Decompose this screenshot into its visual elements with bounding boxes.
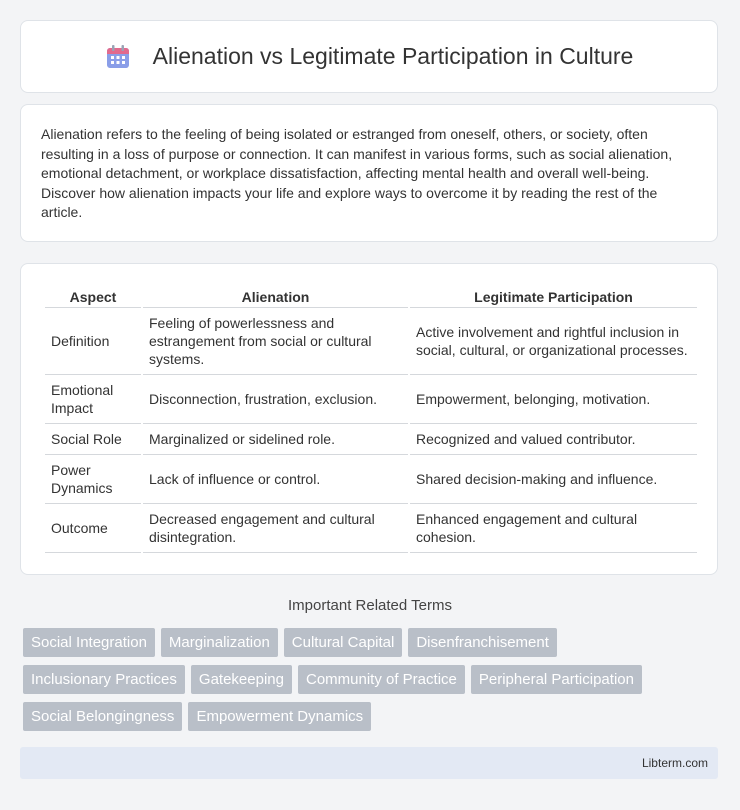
cell-legitimate: Enhanced engagement and cultural cohesion.	[410, 504, 697, 553]
page-title	[105, 43, 634, 70]
footer	[20, 747, 718, 779]
cell-alienation: Marginalized or sidelined role.	[143, 424, 408, 455]
footer-site-link[interactable]: Libterm.com	[641, 756, 708, 770]
intro-card	[20, 104, 718, 242]
cell-alienation: Decreased engagement and cultural disintegration.	[143, 504, 408, 553]
table-row	[45, 424, 697, 455]
calendar-icon	[105, 44, 131, 70]
comparison-table	[43, 282, 699, 553]
related-term-tag[interactable]: Cultural Capital	[284, 628, 403, 657]
cell-aspect: Emotional Impact	[45, 375, 141, 424]
cell-legitimate: Shared decision-making and influence.	[410, 455, 697, 504]
cell-legitimate: Empowerment, belonging, motivation.	[410, 375, 697, 424]
table-row	[45, 455, 697, 504]
table-row	[45, 504, 697, 553]
table-header-row	[45, 282, 697, 308]
intro-text: Alienation refers to the feeling of being isolated or estranged from oneself, others, or society, often resulting in a loss of purpose or connection. It can manifest in various forms, such as social alienation, emotional detachment, or workplace dissatisfaction, affecting mental health and overall well-being. Discover how alienation impacts your life and explore ways to overcome it by reading the rest of the article.	[41, 126, 673, 220]
cell-alienation: Lack of influence or control.	[143, 455, 408, 504]
cell-aspect: Definition	[45, 308, 141, 375]
cell-legitimate: Active involvement and rightful inclusion in social, cultural, or organizational processes.	[410, 308, 697, 375]
header-aspect: Aspect	[45, 282, 141, 308]
header-alienation: Alienation	[143, 282, 408, 308]
related-term-tag[interactable]: Community of Practice	[298, 665, 465, 694]
related-terms-list	[23, 628, 723, 731]
cell-aspect: Social Role	[45, 424, 141, 455]
related-term-tag[interactable]: Social Belongingness	[23, 702, 182, 731]
related-term-tag[interactable]: Peripheral Participation	[471, 665, 642, 694]
related-term-tag[interactable]: Disenfranchisement	[408, 628, 557, 657]
cell-legitimate: Recognized and valued contributor.	[410, 424, 697, 455]
related-term-tag[interactable]: Social Integration	[23, 628, 155, 657]
cell-aspect: Outcome	[45, 504, 141, 553]
related-term-tag[interactable]: Empowerment Dynamics	[188, 702, 371, 731]
table-row	[45, 308, 697, 375]
page-title-text: Alienation vs Legitimate Participation in Culture	[152, 43, 634, 69]
related-term-tag[interactable]: Marginalization	[161, 628, 278, 657]
cell-alienation: Feeling of powerlessness and estrangement from social or cultural systems.	[143, 308, 408, 375]
table-row	[45, 375, 697, 424]
cell-aspect: Power Dynamics	[45, 455, 141, 504]
comparison-table-card	[20, 263, 718, 575]
header-legitimate-participation: Legitimate Participation	[410, 282, 697, 308]
related-term-tag[interactable]: Inclusionary Practices	[23, 665, 185, 694]
related-term-tag[interactable]: Gatekeeping	[191, 665, 292, 694]
cell-alienation: Disconnection, frustration, exclusion.	[143, 375, 408, 424]
related-terms-title: Important Related Terms	[288, 597, 452, 614]
title-card	[20, 20, 718, 93]
